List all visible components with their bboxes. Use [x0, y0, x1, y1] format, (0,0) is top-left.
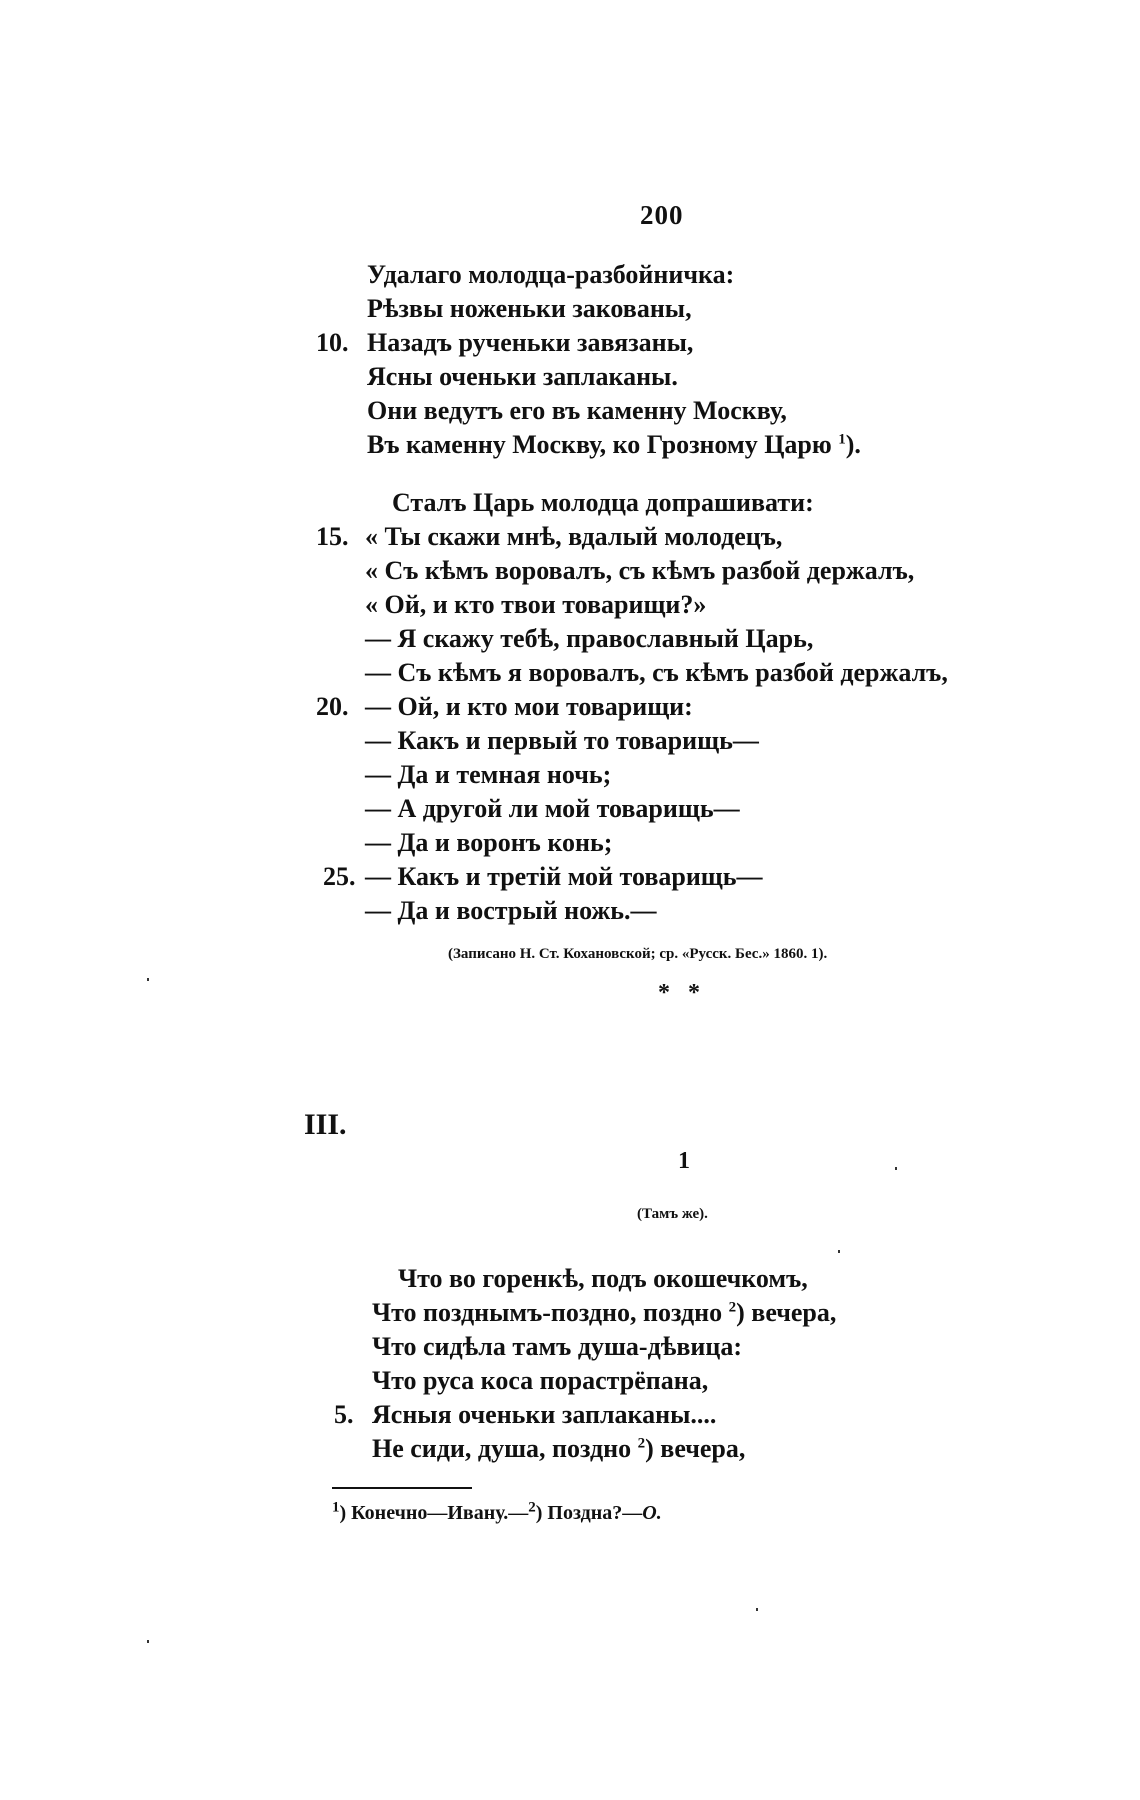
line-number: 20. — [316, 692, 349, 721]
verse-text: Назадъ рученьки завязаны, — [367, 328, 694, 357]
scan-speck — [838, 1250, 840, 1253]
verse-text: — Какъ и первый то товарищь— — [365, 726, 759, 755]
footnote-text: О. — [642, 1502, 662, 1524]
footnote-text: ) Поздна?— — [535, 1502, 643, 1524]
page-number: 200 — [640, 200, 684, 230]
footnote-marker: 1 — [332, 1499, 340, 1516]
verse-text-main: Въ каменну Москву, ко Грозному Царю — [367, 430, 832, 459]
footnote-text: ) Конечно—Ивану.— — [339, 1502, 529, 1524]
verse-text: — Какъ и третій мой товарищь— — [365, 862, 763, 891]
line-number: 10. — [316, 328, 349, 357]
song-number: 1 — [678, 1148, 690, 1174]
footnote-marker: 2 — [528, 1499, 536, 1516]
verse-text: Ясныя оченьки заплаканы.... — [372, 1400, 717, 1429]
verse-text: — Ой, и кто мои товарищи: — [365, 692, 693, 721]
verse-text: — Да и темная ночь; — [365, 760, 612, 789]
verse-text: Что сидѣла тамъ душа-дѣвица: — [372, 1332, 743, 1361]
footnote-marker: 2 — [728, 1299, 737, 1316]
footnote-marker: 1 — [838, 431, 846, 448]
section-heading: III. — [304, 1108, 347, 1141]
verse-text: — А другой ли мой товарищь— — [365, 794, 740, 823]
scan-speck — [147, 1640, 149, 1643]
verse-text: Что руса коса порастрёпана, — [372, 1366, 709, 1395]
verse-text: Ясны оченьки заплаканы. — [367, 362, 678, 391]
scan-speck — [756, 1608, 758, 1611]
scan-speck — [147, 978, 149, 981]
verse-text: « Ой, и кто твои товарищи?» — [365, 590, 707, 619]
verse-text-main: Не сиди, душа, поздно — [372, 1434, 632, 1463]
footnotes — [332, 1499, 662, 1525]
verse-text: Они ведутъ его въ каменну Москву, — [367, 396, 787, 425]
verse-text: — Съ кѣмъ я воровалъ, съ кѣмъ разбой держалъ, — [365, 658, 948, 687]
verse-text-after: ) вечера, — [645, 1434, 746, 1463]
section-separator: * * — [658, 980, 706, 1006]
line-number: 15. — [316, 522, 349, 551]
source-note: (Записано Н. Ст. Кохановской; ср. «Русск. Бес.» 1860. 1). — [448, 946, 828, 962]
footnote-divider — [332, 1487, 472, 1489]
song-source: (Тамъ же). — [637, 1206, 708, 1222]
verse-text — [367, 428, 861, 462]
verse-text: — Я скажу тебѣ, православный Царь, — [365, 624, 814, 653]
line-number: 25. — [323, 862, 356, 891]
verse-text-after: ) вечера, — [736, 1298, 837, 1327]
verse-text-after: ). — [845, 430, 861, 459]
verse-text: « Ты скажи мнѣ, вдалый молодецъ, — [365, 522, 783, 551]
line-number: 5. — [334, 1400, 354, 1429]
verse-text-main: Что позднымъ-поздно, поздно — [372, 1298, 723, 1327]
verse-text: Что во горенкѣ, подъ окошечкомъ, — [398, 1264, 808, 1293]
footnote-marker: 2 — [637, 1435, 646, 1452]
verse-text: — Да и вострый ножь.— — [365, 896, 657, 925]
scan-speck — [895, 1167, 897, 1170]
verse-text: Рѣзвы ноженьки закованы, — [367, 294, 692, 323]
verse-text: — Да и воронъ конь; — [365, 828, 613, 857]
verse-text: Удалаго молодца-разбойничка: — [367, 260, 735, 289]
verse-text — [372, 1432, 745, 1466]
verse-text — [372, 1296, 836, 1330]
verse-text: Сталъ Царь молодца допрашивати: — [392, 488, 814, 517]
verse-text: « Съ кѣмъ воровалъ, съ кѣмъ разбой держалъ, — [365, 556, 915, 585]
